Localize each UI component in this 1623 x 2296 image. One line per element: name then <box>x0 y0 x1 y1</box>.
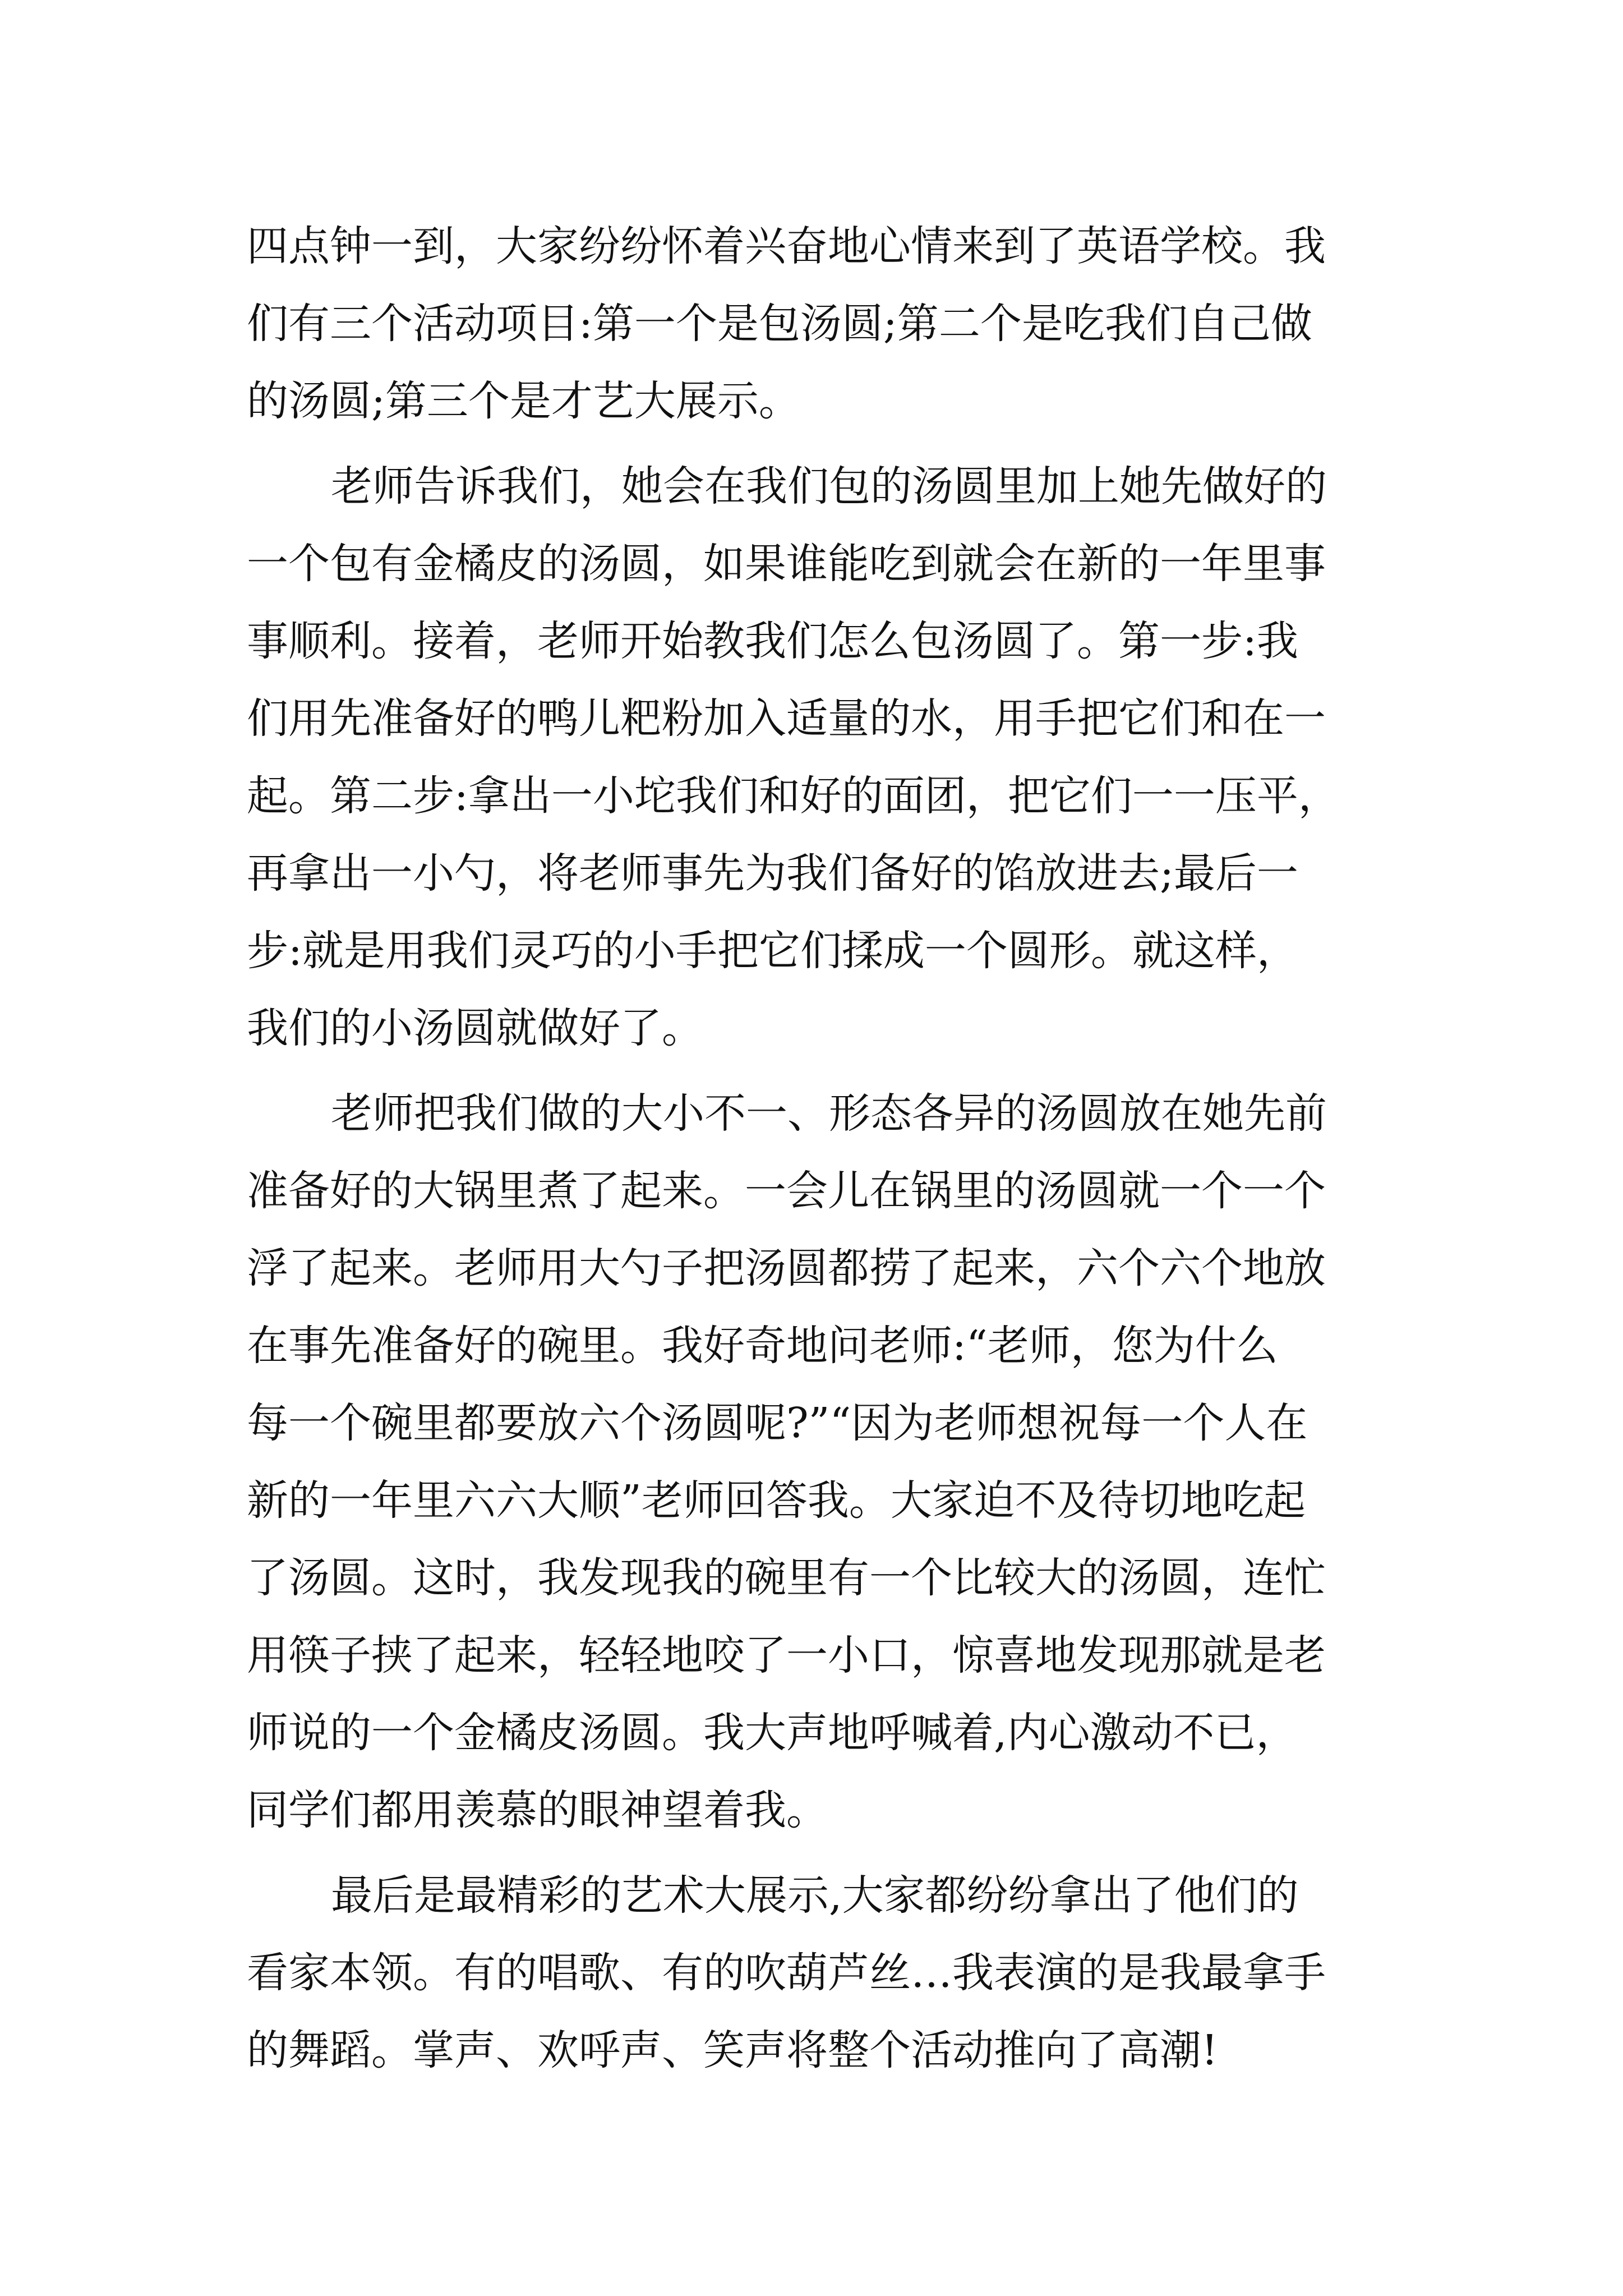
text-line: 同学们都用羡慕的眼神望着我。 <box>247 1786 828 1834</box>
text-line: 起。第二步:拿出一小坨我们和好的面团，把它们一一压平， <box>247 772 1340 820</box>
text-line: 师说的一个金橘皮汤圆。我大声地呼喊着,内心激动不已， <box>247 1709 1298 1757</box>
text-line: 看家本领。有的唱歌、有的吹葫芦丝…我表演的是我最拿手 <box>247 1949 1326 1997</box>
text-line: 再拿出一小勺，将老师事先为我们备好的馅放进去;最后一 <box>247 849 1298 898</box>
text-line: 用筷子挟了起来，轻轻地咬了一小口，惊喜地发现那就是老 <box>247 1631 1326 1680</box>
article-body <box>247 208 1380 2097</box>
text-line: 步:就是用我们灵巧的小手把它们揉成一个圆形。就这样， <box>247 927 1298 975</box>
text-line: 最后是最精彩的艺术大展示,大家都纷纷拿出了他们的 <box>331 1871 1299 1920</box>
text-line: 四点钟一到，大家纷纷怀着兴奋地心情来到了英语学校。我 <box>247 222 1326 270</box>
text-line: 老师告诉我们，她会在我们包的汤圆里加上她先做好的 <box>331 462 1327 510</box>
text-line: 准备好的大锅里煮了起来。一会儿在锅里的汤圆就一个一个 <box>247 1167 1326 1215</box>
text-line: 新的一年里六六大顺”老师回答我。大家迫不及待切地吃起 <box>247 1476 1306 1525</box>
paragraph-1 <box>247 208 1380 440</box>
text-line: 的舞蹈。掌声、欢呼声、笑声将整个活动推向了高潮! <box>247 2026 1218 2074</box>
text-line: 们有三个活动项目:第一个是包汤圆;第二个是吃我们自己做 <box>247 300 1312 348</box>
text-line: 了汤圆。这时，我发现我的碗里有一个比较大的汤圆，连忙 <box>247 1554 1326 1602</box>
text-line: 们用先准备好的鸭儿粑粉加入适量的水，用手把它们和在一 <box>247 694 1326 743</box>
text-line: 每一个碗里都要放六个汤圆呢?”“因为老师想祝每一个人在 <box>247 1399 1308 1447</box>
paragraph-2 <box>247 448 1380 1067</box>
text-line: 在事先准备好的碗里。我好奇地问老师:“老师，您为什么 <box>247 1322 1278 1370</box>
text-line: 一个包有金橘皮的汤圆，如果谁能吃到就会在新的一年里事 <box>247 540 1326 588</box>
text-line: 事顺利。接着，老师开始教我们怎么包汤圆了。第一步:我 <box>247 617 1298 665</box>
text-line: 浮了起来。老师用大勺子把汤圆都捞了起来，六个六个地放 <box>247 1244 1326 1292</box>
text-line: 的汤圆;第三个是才艺大展示。 <box>247 377 800 425</box>
text-line: 我们的小汤圆就做好了。 <box>247 1004 703 1052</box>
text-line: 老师把我们做的大小不一、形态各异的汤圆放在她先前 <box>331 1089 1327 1138</box>
paragraph-4 <box>247 1857 1380 2089</box>
paragraph-3 <box>247 1075 1380 1849</box>
